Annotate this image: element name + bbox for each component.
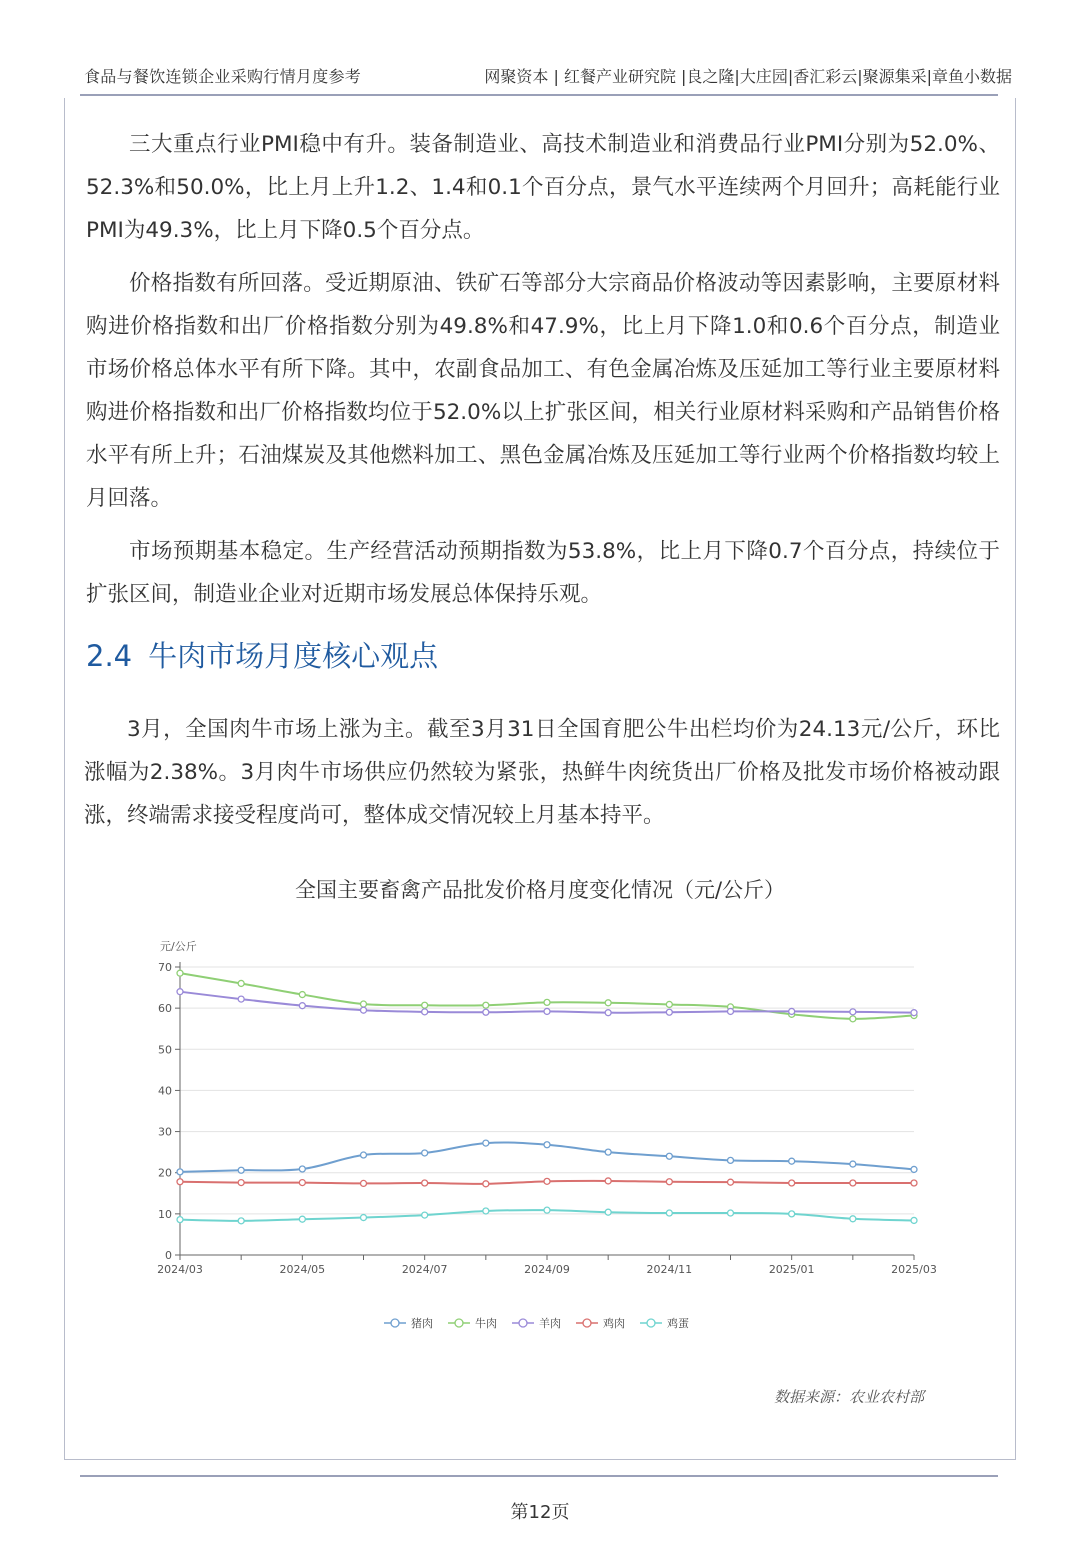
data-point — [728, 1210, 734, 1216]
data-point — [422, 1212, 428, 1218]
data-point — [177, 989, 183, 995]
legend-label: 羊肉 — [539, 1317, 561, 1330]
data-point — [544, 1207, 550, 1213]
x-tick-label: 2025/03 — [891, 1263, 937, 1276]
data-point — [605, 1149, 611, 1155]
data-point — [666, 1001, 672, 1007]
data-point — [299, 992, 305, 998]
publisher-list: 网聚资本 | 红餐产业研究院 |良之隆|大庄园|香汇彩云|聚源集采|章鱼小数据 — [484, 67, 1012, 86]
data-point — [361, 1007, 367, 1013]
data-point — [238, 1180, 244, 1186]
data-point — [850, 1216, 856, 1222]
data-point — [238, 1167, 244, 1173]
data-point — [544, 1142, 550, 1148]
data-point — [299, 1180, 305, 1186]
y-tick-label: 50 — [158, 1043, 172, 1057]
data-point — [238, 980, 244, 986]
legend-swatch-marker — [391, 1319, 399, 1327]
legend-label: 鸡蛋 — [667, 1317, 689, 1330]
data-point — [361, 1152, 367, 1158]
price-line-chart — [140, 932, 940, 1352]
paragraph-pmi-industries: 三大重点行业PMI稳中有升。装备制造业、高技术制造业和消费品行业PMI分别为52.0%、52.3%和50.0%，比上月上升1.2、1.4和0.1个百分点，景气水平连续两个月回升；高耗能行业PMI为49.3%，比上月下降0.5个百分点。 — [86, 132, 1000, 243]
data-point — [361, 1215, 367, 1221]
data-point — [789, 1158, 795, 1164]
data-point — [177, 1179, 183, 1185]
page-number: 第12页 — [510, 1502, 570, 1523]
legend-label: 猪肉 — [411, 1317, 433, 1330]
data-point — [850, 1016, 856, 1022]
data-point — [605, 1000, 611, 1006]
x-tick-label: 2024/07 — [401, 1263, 448, 1276]
data-point — [177, 1217, 183, 1223]
data-point — [299, 1216, 305, 1222]
paragraph-beef-market: 3月，全国肉牛市场上涨为主。截至3月31日全国育肥公牛出栏均价为24.13元/公斤，环比涨幅为2.38%。3月肉牛市场供应仍然较为紧张，热鲜牛肉统货出厂价格及批发市场价格被动跟涨，终端需求接受程度尚可，整体成交情况较上月基本持平。 — [84, 717, 1000, 828]
data-point — [911, 1217, 917, 1223]
section-heading — [86, 634, 438, 675]
report-title: 食品与餐饮连锁企业采购行情月度参考 — [84, 67, 362, 86]
data-point — [422, 1009, 428, 1015]
chart-title: 全国主要畜禽产品批发价格月度变化情况（元/公斤） — [294, 878, 786, 902]
legend-swatch-marker — [455, 1319, 463, 1327]
x-tick-label: 2025/01 — [768, 1263, 815, 1276]
data-point — [361, 1001, 367, 1007]
section-number: 2.4 — [86, 639, 133, 673]
data-point — [850, 1009, 856, 1015]
y-tick-label: 40 — [158, 1084, 172, 1098]
data-point — [911, 1166, 917, 1172]
data-point — [850, 1161, 856, 1167]
legend-swatch-marker — [583, 1319, 591, 1327]
data-point — [666, 1210, 672, 1216]
paragraph-market-expectation: 市场预期基本稳定。生产经营活动预期指数为53.8%，比上月下降0.7个百分点，持续位于扩张区间，制造业企业对近期市场发展总体保持乐观。 — [86, 539, 1000, 607]
data-point — [789, 1180, 795, 1186]
data-point — [789, 1211, 795, 1217]
y-tick-label: 60 — [158, 1002, 172, 1016]
data-point — [299, 1166, 305, 1172]
x-tick-label: 2024/03 — [157, 1263, 203, 1276]
data-point — [911, 1010, 917, 1016]
data-point — [728, 1179, 734, 1185]
data-point — [483, 1009, 489, 1015]
data-point — [422, 1180, 428, 1186]
data-point — [361, 1180, 367, 1186]
data-point — [483, 1140, 489, 1146]
legend-swatch-marker — [647, 1319, 655, 1327]
data-point — [605, 1209, 611, 1215]
data-point — [422, 1150, 428, 1156]
data-point — [605, 1178, 611, 1184]
y-tick-label: 30 — [158, 1125, 172, 1139]
header-divider — [80, 94, 998, 96]
data-point — [422, 1002, 428, 1008]
footer-divider — [80, 1475, 998, 1477]
data-point — [789, 1008, 795, 1014]
data-point — [544, 1008, 550, 1014]
legend-swatch-marker — [519, 1319, 527, 1327]
legend-label: 牛肉 — [475, 1317, 497, 1330]
data-point — [299, 1003, 305, 1009]
y-tick-label: 0 — [165, 1249, 172, 1262]
data-point — [666, 1153, 672, 1159]
data-point — [483, 1002, 489, 1008]
y-tick-label: 70 — [158, 961, 172, 974]
data-point — [177, 1169, 183, 1175]
data-point — [728, 1157, 734, 1163]
legend-label: 鸡肉 — [603, 1317, 625, 1330]
y-tick-label: 20 — [158, 1166, 172, 1180]
data-point — [238, 996, 244, 1002]
data-point — [483, 1181, 489, 1187]
data-point — [666, 1179, 672, 1185]
data-point — [544, 1178, 550, 1184]
data-point — [238, 1218, 244, 1224]
paragraph-price-index: 价格指数有所回落。受近期原油、铁矿石等部分大宗商品价格波动等因素影响，主要原材料购进价格指数和出厂价格指数分别为49.8%和47.9%，比上月下降1.0和0.6个百分点，制造业市场价格总体水平有所下降。其中，农副食品加工、有色金属冶炼及压延加工等行业主要原材料购进价格指数和出厂价格指数均位于52.0%以上扩张区间，相关行业原材料采购和产品销售价格水平有所上升；石油煤炭及其他燃料加工、黑色金属冶炼及压延加工等行业两个价格指数均较上月回落。 — [86, 271, 1000, 511]
data-point — [605, 1010, 611, 1016]
y-tick-label: 10 — [158, 1207, 172, 1221]
data-point — [850, 1180, 856, 1186]
x-tick-label: 2024/09 — [524, 1263, 570, 1276]
x-tick-label: 2024/11 — [646, 1263, 693, 1276]
data-point — [177, 970, 183, 976]
data-point — [911, 1180, 917, 1186]
data-point — [728, 1008, 734, 1014]
data-point — [483, 1208, 489, 1214]
data-point — [544, 999, 550, 1005]
data-point — [666, 1009, 672, 1015]
section-title: 牛肉市场月度核心观点 — [148, 639, 439, 673]
page-header — [80, 58, 1020, 92]
data-source: 数据来源：农业农村部 — [774, 1388, 925, 1406]
x-tick-label: 2024/05 — [279, 1263, 326, 1276]
y-axis-unit-label: 元/公斤 — [160, 940, 197, 953]
